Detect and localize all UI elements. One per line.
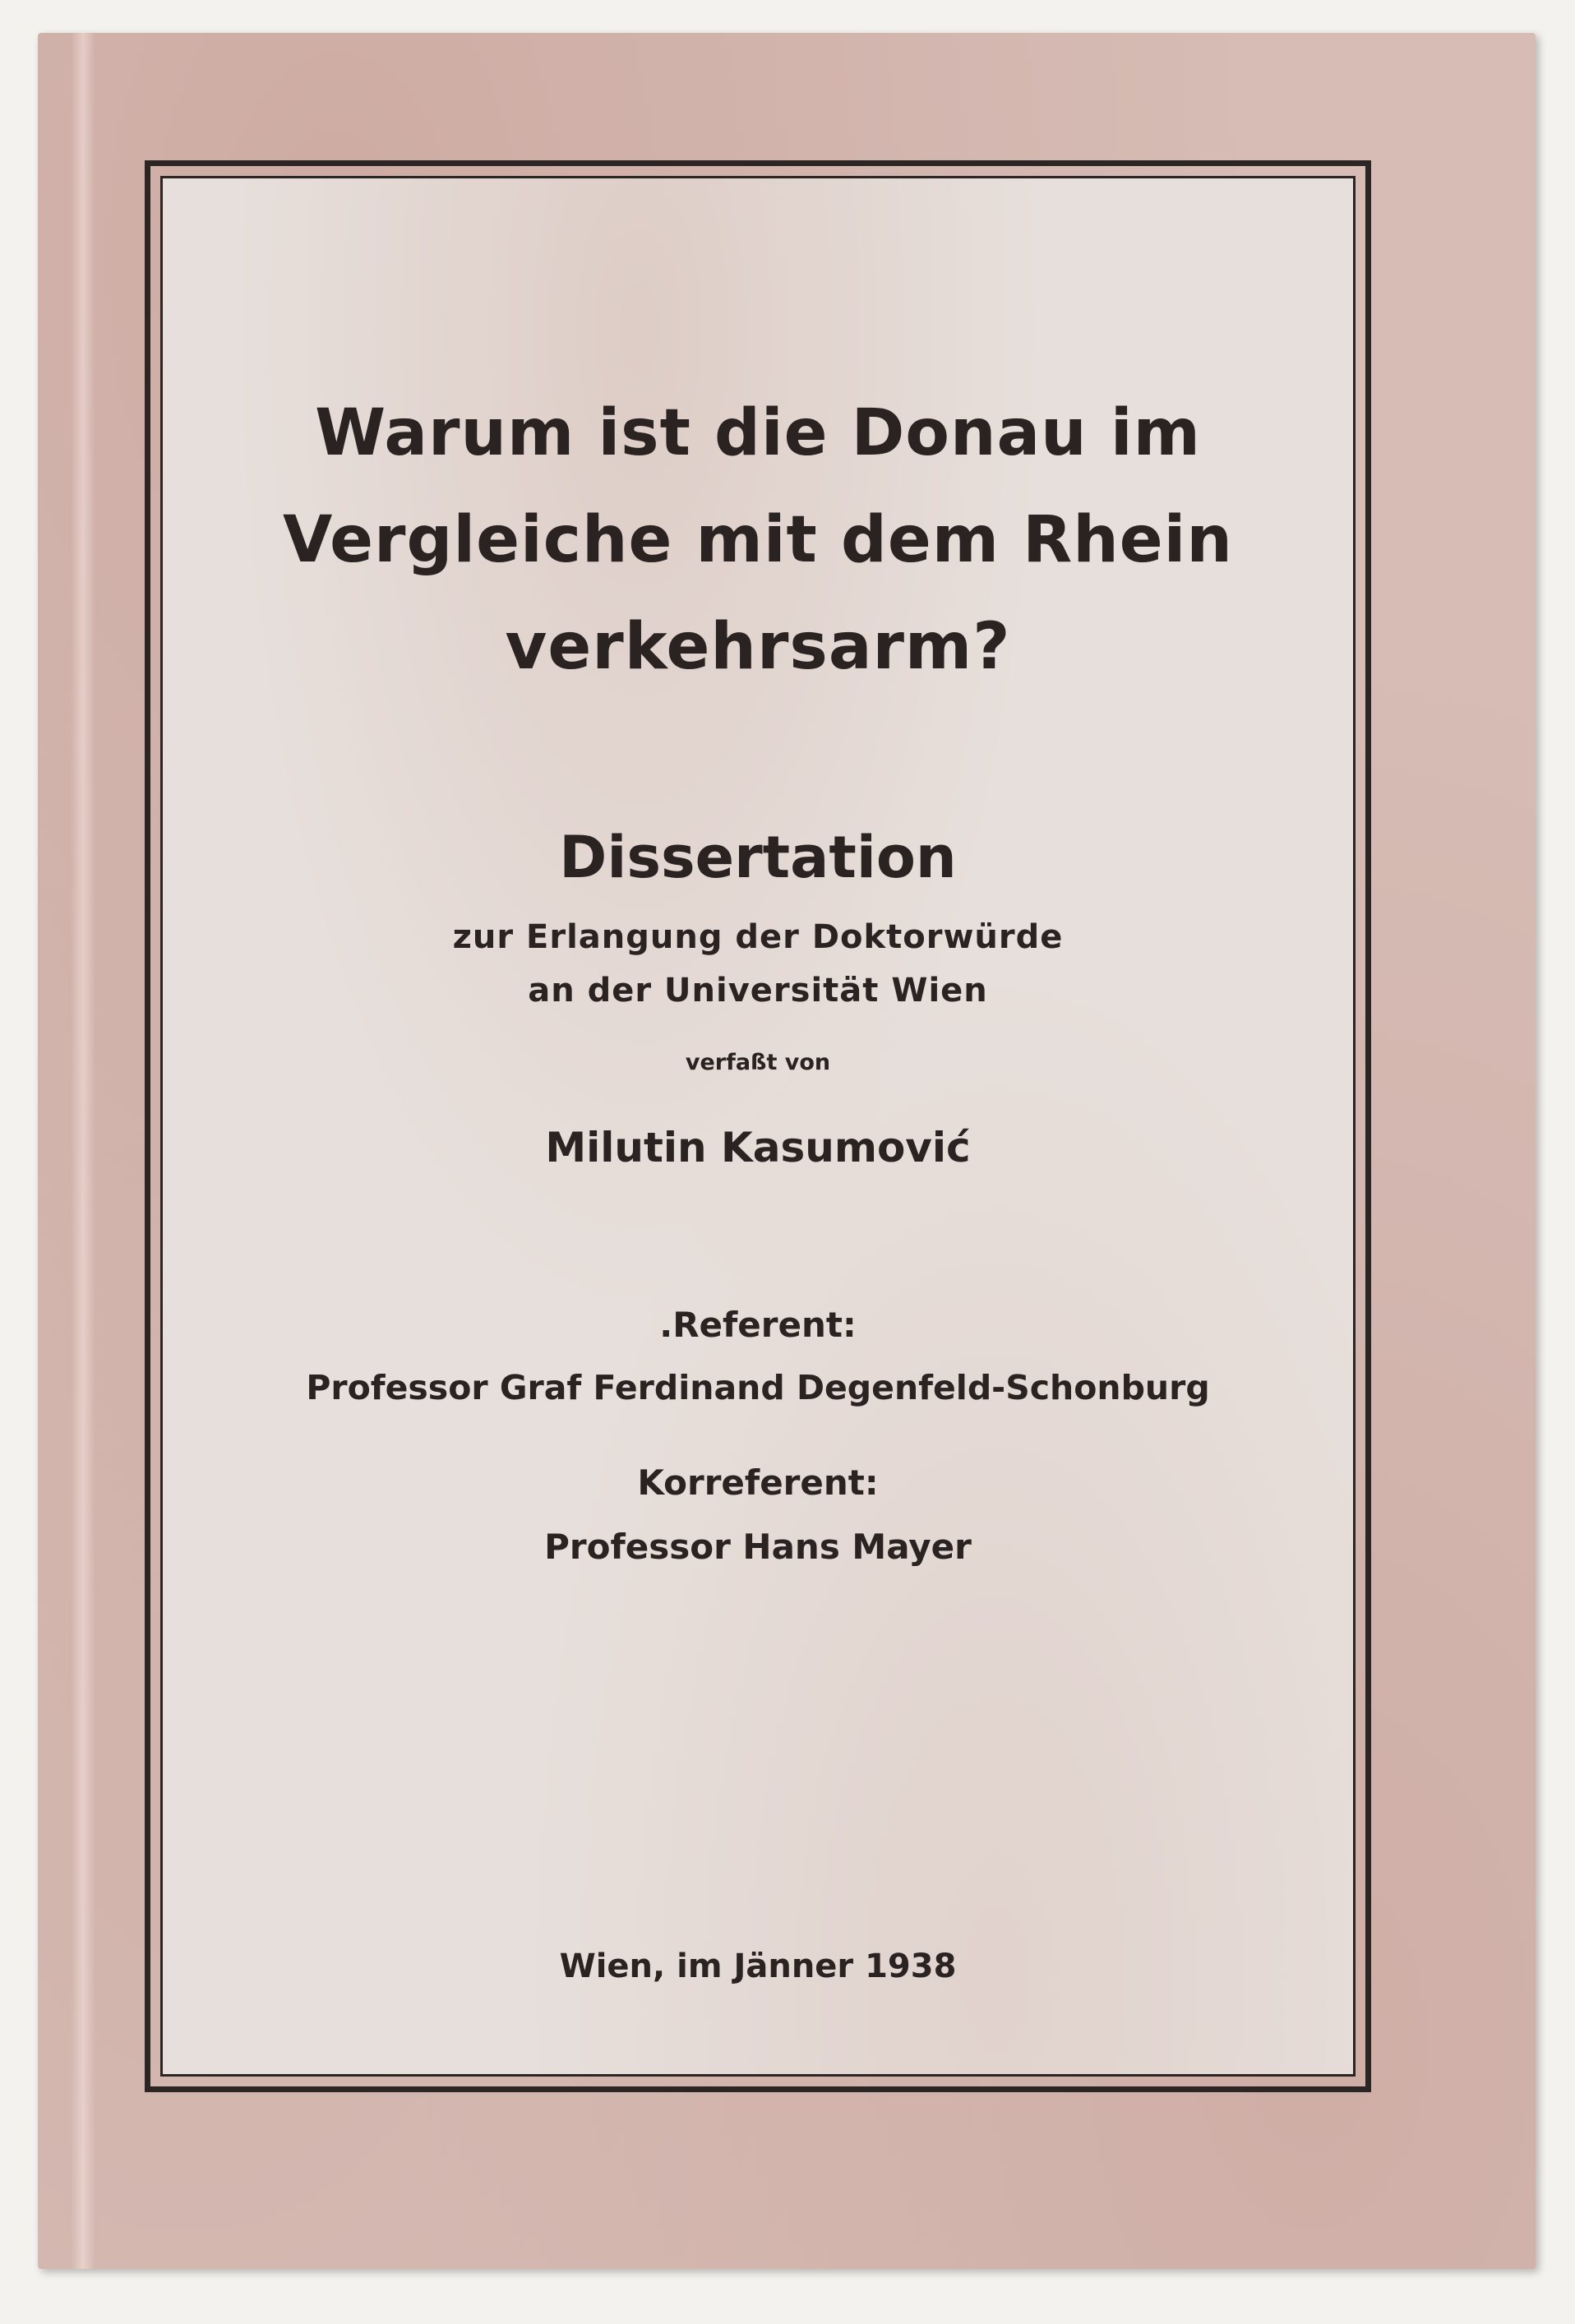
- purpose-line-2: an der Universität Wien: [528, 972, 988, 1010]
- place-and-date: Wien, im Jänner 1938: [559, 1947, 957, 1985]
- document-type-heading: Dissertation: [559, 824, 957, 891]
- outer-border-frame: [145, 160, 1371, 2092]
- dissertation-title: [196, 380, 1320, 700]
- korreferent-label: Korreferent:: [637, 1462, 879, 1503]
- korreferent-name: Professor Hans Mayer: [544, 1527, 972, 1567]
- purpose-line-1: zur Erlangung der Doktorwürde: [452, 918, 1064, 956]
- inner-border-frame: [160, 176, 1356, 2077]
- title-line-3: verkehrsarm?: [505, 610, 1011, 684]
- byline: verfaßt von: [685, 1050, 831, 1075]
- dissertation-cover: [38, 33, 1536, 2269]
- spine-crease: [71, 33, 95, 2269]
- cover-text-block: [163, 178, 1353, 2074]
- title-line-1: Warum ist die Donau im: [315, 396, 1201, 470]
- author-name: Milutin Kasumović: [545, 1124, 971, 1171]
- referent-label: .Referent:: [659, 1305, 857, 1345]
- referent-name: Professor Graf Ferdinand Degenfeld-Schonburg: [306, 1368, 1210, 1407]
- title-line-2: Vergleiche mit dem Rhein: [283, 503, 1233, 577]
